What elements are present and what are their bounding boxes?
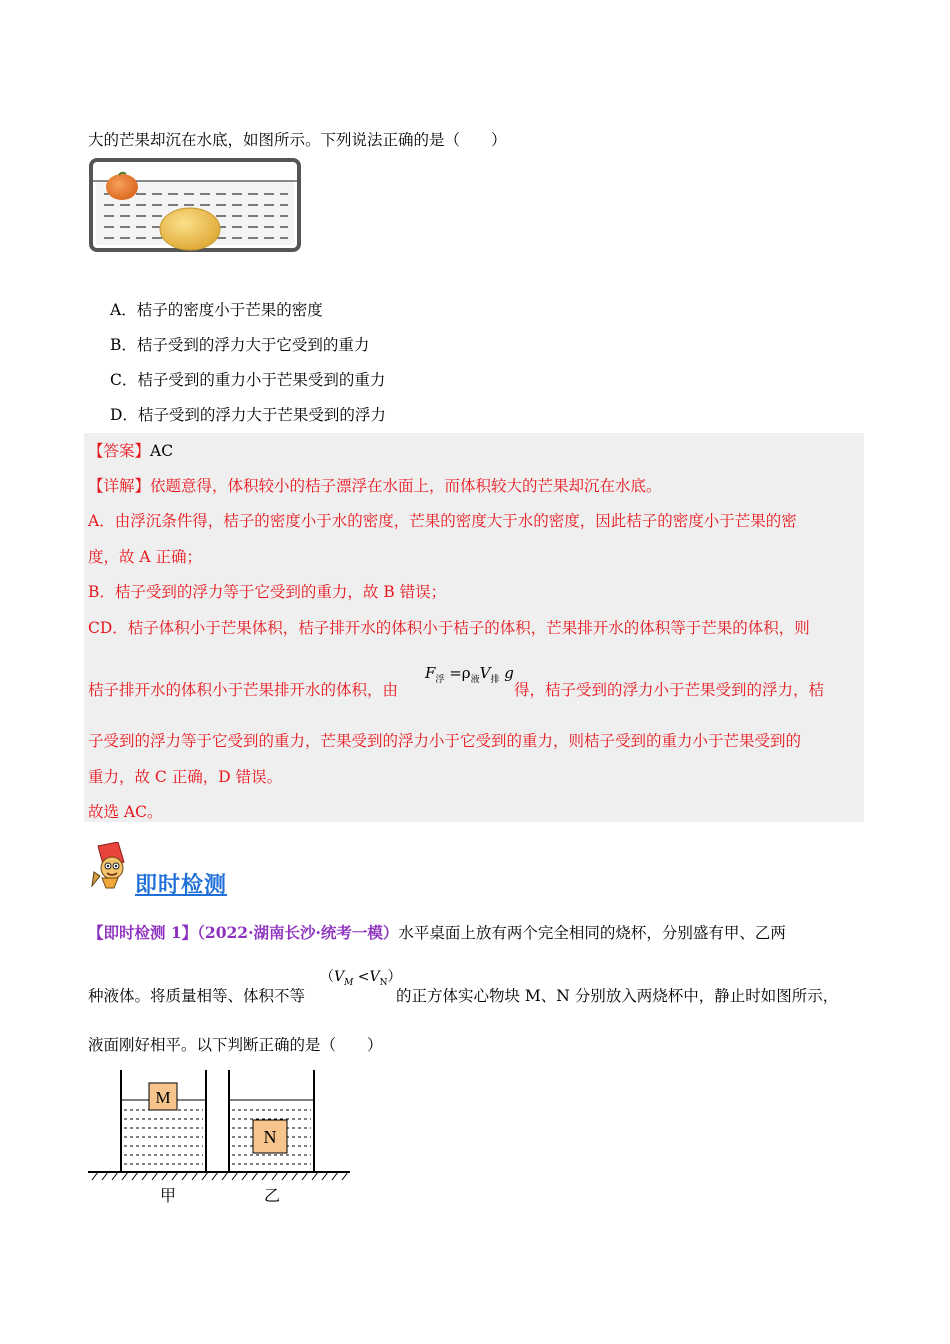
- orange: [106, 174, 138, 200]
- conclusion: 故选 AC。: [88, 803, 163, 821]
- beaker-figure: [88, 157, 304, 255]
- label-jia: 甲: [159, 1186, 177, 1205]
- beaker-left: [121, 1070, 206, 1172]
- label-yi: 乙: [263, 1186, 281, 1205]
- detail-cd-line2a: 桔子排开水的体积小于芒果排开水的体积，由: [88, 681, 399, 699]
- question-stem: 大的芒果却沉在水底，如图所示。下列说法正确的是（ ）: [88, 131, 507, 149]
- quiz-line1: [88, 921, 786, 943]
- buoyancy-formula: $F_浮 =\rho_液V_排$ g: [425, 664, 514, 685]
- detail-a-line1: A．由浮沉条件得，桔子的密度小于水的密度，芒果的密度大于水的密度，因此桔子的密度小于芒果的密: [88, 512, 797, 530]
- option-d: D．桔子受到的浮力大于芒果受到的浮力: [110, 406, 386, 424]
- beaker-right: [229, 1070, 314, 1172]
- detail-cd-line1: CD．桔子体积小于芒果体积，桔子排开水的体积小于桔子的体积，芒果排开水的体积等于芒果的体积，则: [88, 619, 810, 637]
- quiz-line3: 液面刚好相平。以下判断正确的是（ ）: [88, 1036, 383, 1054]
- two-beakers-figure: [88, 1068, 354, 1208]
- detail-a-line2: 度，故 A 正确；: [88, 548, 203, 566]
- detail-line: [88, 474, 662, 496]
- svg-text:M: M: [155, 1088, 171, 1107]
- detail-cd-line3: 子受到的浮力等于它受到的重力，芒果受到的浮力小于它受到的重力，则桔子受到的重力小于芒果受到的: [88, 732, 802, 750]
- svg-text:N: N: [263, 1127, 277, 1147]
- answer-line: [88, 439, 173, 461]
- detail-tag: 【详解】: [88, 477, 151, 495]
- section-title: 即时检测: [135, 873, 228, 898]
- option-c: C．桔子受到的重力小于芒果受到的重力: [110, 371, 386, 389]
- option-b: B．桔子受到的浮力大于它受到的重力: [110, 336, 370, 354]
- answer-value: AC: [150, 442, 174, 460]
- detail-cd-line4: 重力，故 C 正确，D 错误。: [88, 768, 283, 786]
- detail-cd-line2b: 得，桔子受到的浮力小于芒果受到的浮力，桔: [514, 681, 825, 699]
- quiz-line2b: 的正方体实心物块 M、N 分别放入两烧杯中，静止时如图所示，: [396, 987, 839, 1005]
- detail-intro: 依题意得，体积较小的桔子漂浮在水面上，而体积较大的芒果却沉在水底。: [150, 477, 662, 495]
- detail-b-line: B．桔子受到的浮力等于它受到的重力，故 B 错误；: [88, 583, 447, 601]
- quiz-tag: 【即时检测 1】（2022·湖南长沙·统考一模）: [88, 923, 399, 942]
- volume-condition: $(V_M <V_N)$: [320, 969, 402, 988]
- option-a: A．桔子的密度小于芒果的密度: [110, 301, 323, 319]
- quiz-line2a: 种液体。将质量相等、体积不等: [88, 987, 306, 1005]
- pencil-mascot-icon: [88, 842, 132, 890]
- mango: [160, 208, 220, 250]
- quiz-text1: 水平桌面上放有两个完全相同的烧杯，分别盛有甲、乙两: [398, 924, 786, 942]
- answer-tag: 【答案】: [88, 442, 151, 460]
